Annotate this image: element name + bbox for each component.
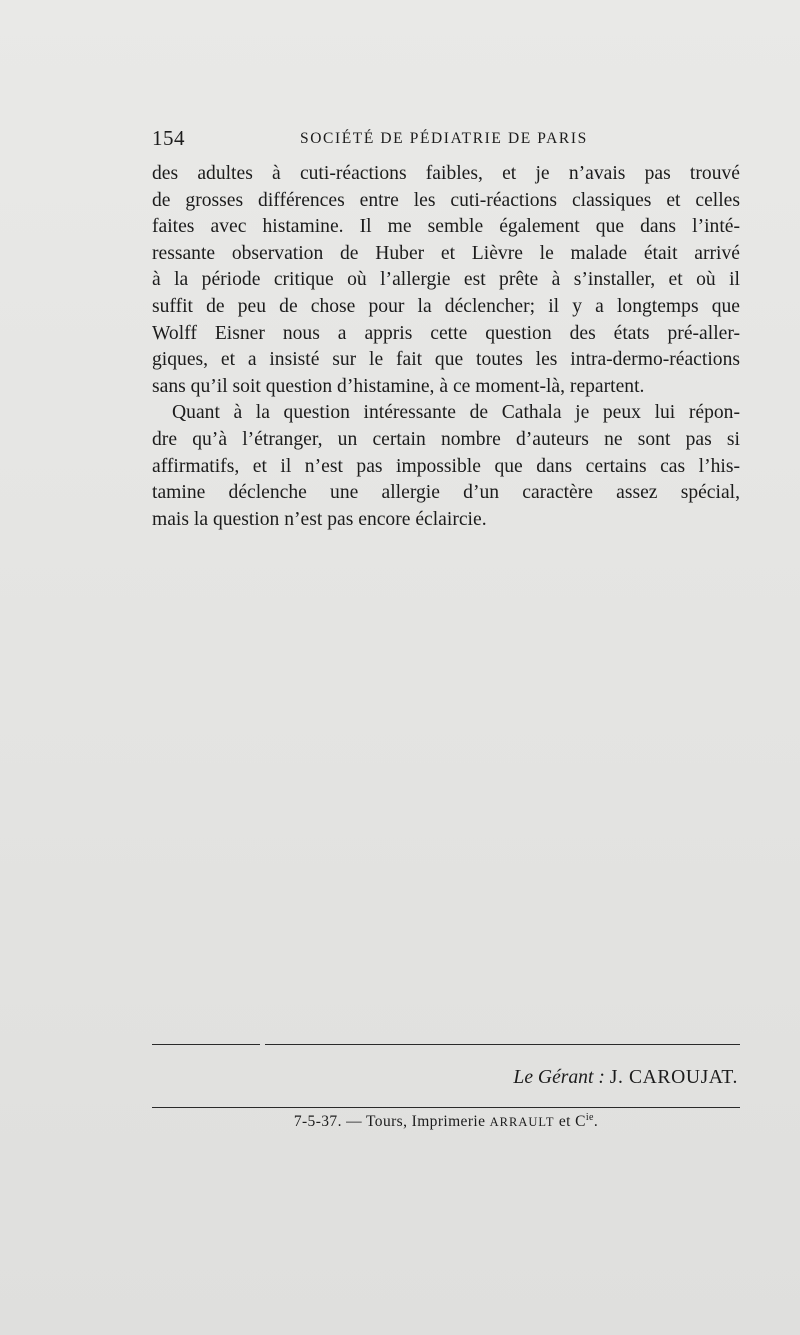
gerant-signature bbox=[513, 1067, 738, 1089]
body-text bbox=[152, 161, 740, 533]
text-line: des adultes à cuti-réactions faibles, et je n’avais pas trouvé bbox=[152, 163, 740, 184]
page-header bbox=[152, 126, 740, 156]
paragraph-1 bbox=[152, 161, 740, 400]
text-line: giques, et a insisté sur le fait que toutes les intra-dermo-réactions bbox=[152, 349, 740, 371]
page-number: 154 bbox=[152, 126, 185, 150]
paragraph-2 bbox=[152, 400, 740, 533]
text-line: de grosses différences entre les cuti-réactions classiques et celles bbox=[152, 189, 740, 211]
text-line: faites avec histamine. Il me semble également que dans l’inté- bbox=[152, 216, 740, 238]
text-line: sans qu’il soit question d’histamine, à ce moment-là, repartent. bbox=[152, 375, 645, 397]
imprint-date: 7-5-37. bbox=[293, 1113, 342, 1131]
footer-rule bbox=[152, 1107, 740, 1108]
imprint-text: — Tours, Imprimerie bbox=[346, 1113, 486, 1131]
gerant-label: Le Gérant : bbox=[513, 1067, 605, 1088]
text-line: Wolff Eisner nous a appris cette question des états pré-aller- bbox=[152, 322, 740, 344]
text-line: tamine déclenche une allergie d’un caractère assez spécial, bbox=[152, 482, 740, 504]
text-line: à la période critique où l’allergie est prête à s’installer, et où il bbox=[152, 269, 740, 291]
imprint-end: . bbox=[593, 1113, 599, 1131]
printer-imprint bbox=[152, 1112, 740, 1131]
running-head: SOCIÉTÉ DE PÉDIATRIE DE PARIS bbox=[300, 130, 588, 147]
text-line: mais la question n’est pas encore éclaircie. bbox=[152, 508, 487, 530]
imprint-superscript: ie bbox=[585, 1112, 594, 1123]
text-line: Quant à la question intéressante de Cathala je peux lui répon- bbox=[172, 402, 740, 424]
text-line: suffit de peu de chose pour la déclencher; il y a longtemps que bbox=[152, 295, 740, 317]
gerant-name: J. CAROUJAT. bbox=[609, 1067, 738, 1088]
text-line: affirmatifs, et il n’est pas impossible que dans certains cas l’his- bbox=[152, 455, 740, 477]
text-line: dre qu’à l’étranger, un certain nombre d’auteurs ne sont pas si bbox=[152, 428, 740, 450]
text-line: ressante observation de Huber et Lièvre le malade était arrivé bbox=[152, 242, 740, 264]
separator-rule-right bbox=[265, 1044, 740, 1045]
imprint-printer: ARRAULT bbox=[489, 1115, 555, 1130]
separator-rule-left bbox=[152, 1044, 260, 1045]
imprint-suffix: et C bbox=[558, 1113, 586, 1131]
